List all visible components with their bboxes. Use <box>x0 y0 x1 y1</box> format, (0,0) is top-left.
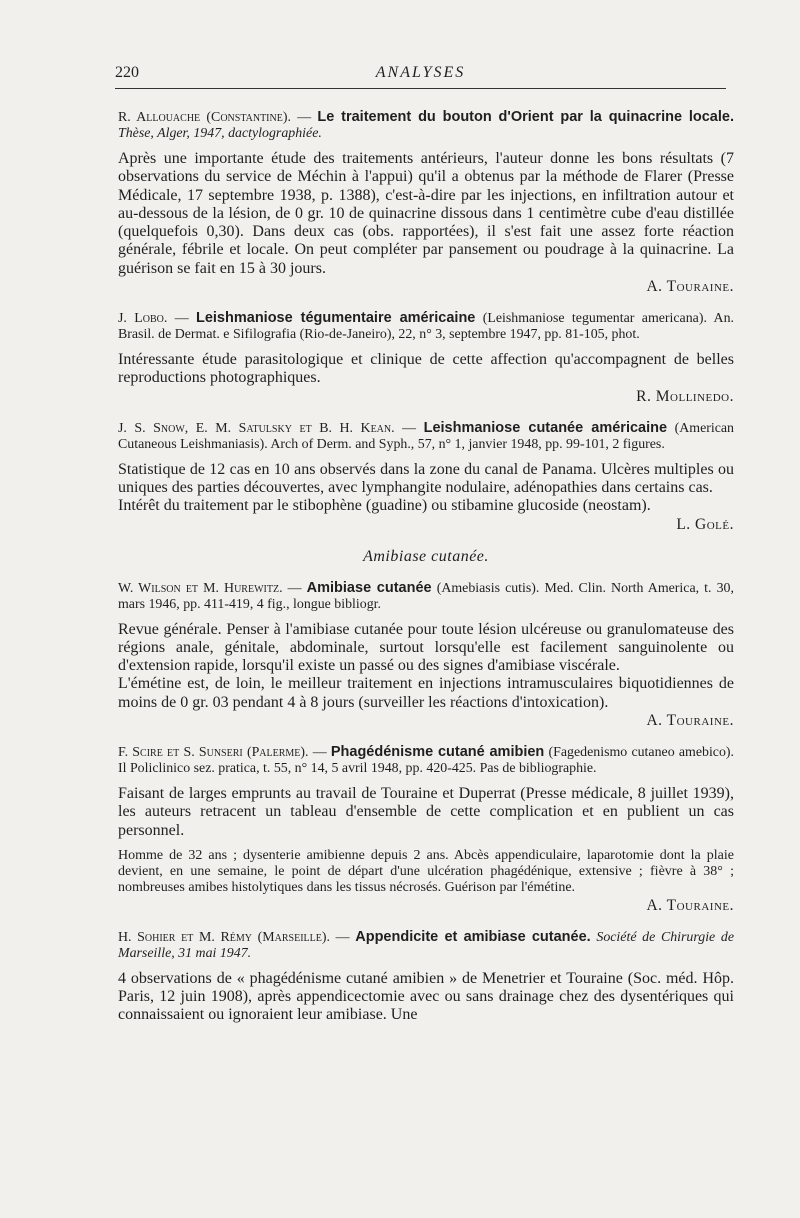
header-rule <box>115 88 726 89</box>
abstract-text: Intéressante étude parasitologique et clinique de cette affection qu'accompagnent de belles reproductions photographiques. <box>118 351 734 387</box>
abstract-text: Intérêt du traitement par le stibophène (guadine) ou stibamine glucoside (neostam). <box>118 497 651 515</box>
case-report-text: Homme de 32 ans ; dysenterie amibienne depuis 2 ans. Abcès appendiculaire, laparotomie dont la plaie devient, en une semaine, le point de départ d'une ulcération phagédénique, extensive ; fièvre à 38° ; nombreuses amibes histolytiques dans les tissus nécrosés. Guérison par l'émétine. <box>118 847 734 896</box>
page-header <box>115 64 726 88</box>
running-title: ANALYSES <box>375 64 466 81</box>
reviewer-signature: R. Mollinedo. <box>636 387 734 405</box>
abstract-entry <box>118 310 734 406</box>
reviewer-signature: L. Golé. <box>676 515 734 533</box>
citation <box>118 310 734 343</box>
page-number: 220 <box>115 64 139 81</box>
authors: R. Allouache (Constantine). — <box>118 110 312 125</box>
authors: J. S. Snow, E. M. Satulsky et B. H. Kean. — <box>118 420 417 436</box>
authors: W. Wilson et M. Hurewitz. — <box>118 580 302 596</box>
source: Société de Chirurgie de Marseille, 31 mai 1947. <box>118 929 735 961</box>
reviewer-signature: A. Touraine. <box>646 712 734 730</box>
article-title: Appendicite et amibiase cutanée. <box>355 928 591 945</box>
citation <box>118 929 734 962</box>
reviewer-signature: A. Touraine. <box>646 278 734 296</box>
authors: F. Scire et S. Sunseri (Palerme). — <box>118 745 327 761</box>
citation <box>118 109 734 142</box>
source: (Leishmaniose tegumentar americana). An. Brasil. de Dermat. e Sifilografia (Rio-de-Janeiro), 22, n° 3, septembre 1947, pp. 81-105, phot. <box>118 311 734 343</box>
abstract-text: L'émétine est, de loin, le meilleur traitement en injections intramusculaires biquotidiennes de moins de 0 gr. 03 pendant 4 à 8 jours (surveiller les réactions d'intoxication). <box>118 675 734 711</box>
abstract-text: Après une importante étude des traitements antérieurs, l'auteur donne les bons résultats (7 observations du service de Méchin à l'appui) qu'il a obtenus par la méthode de Flarer (Presse Médicale, 17 septembre 1938, p. 1388), c'est-à-dire par les injections, en infiltration autour et au-dessous de la lésion, de 0 gr. 10 de quinacrine dissous dans 1 centimètre cube d'eau distillée (quelquefois 0,30). Dans deux cas (obs. rapportées), il s'est fait une assez forte réaction générale, fébrile et locale. On peut compléter par pansement ou poudrage à la quinacrine. La guérison se fait en 15 à 30 jours. <box>118 150 734 277</box>
authors: J. Lobo. — <box>118 311 189 327</box>
abstract-entry <box>118 420 734 534</box>
article-title: Leishmaniose tégumentaire américaine <box>195 310 476 327</box>
abstract-text: Faisant de larges emprunts au travail de Touraine et Duperrat (Presse médicale, 8 juillet 1939), les auteurs retracent un tableau d'ensemble de cette complication et en publient un cas personnel. <box>118 785 734 839</box>
article-title: Le traitement du bouton d'Orient par la quinacrine locale. <box>317 109 734 125</box>
abstract-text: Revue générale. Penser à l'amibiase cutanée pour toute lésion ulcéreuse ou granulomateuse des régions anale, génitale, abdominale, surtout lorsqu'elle est facilement sanguinolente ou d'extension rapide, lorsqu'il existe un passé ou des signes d'amibiase viscérale. <box>118 620 734 675</box>
reviewer-signature: A. Touraine. <box>646 896 734 914</box>
source: (Amebiasis cutis). Med. Clin. North America, t. 30, mars 1946, pp. 411-419, 4 fig., longue bibliogr. <box>118 580 734 612</box>
source: (American Cutaneous Leishmaniasis). Arch of Derm. and Syph., 57, n° 1, janvier 1948, pp. 99-101, 2 figures. <box>118 420 734 452</box>
article-title: Amibiase cutanée <box>306 579 432 596</box>
authors: H. Sohier et M. Rémy (Marseille). — <box>118 929 350 945</box>
source: Thèse, Alger, 1947, dactylographiée. <box>118 126 322 141</box>
abstract-entry <box>118 744 734 915</box>
page-content <box>118 109 734 1024</box>
citation <box>118 420 734 453</box>
abstract-entry <box>118 109 734 296</box>
abstract-entry <box>118 580 734 730</box>
article-title: Leishmaniose cutanée américaine <box>423 419 668 436</box>
article-title: Phagédénisme cutané amibien <box>330 744 545 761</box>
citation <box>118 580 734 613</box>
abstract-text: Statistique de 12 cas en 10 ans observés dans la zone du canal de Panama. Ulcères multiples ou uniques des parties découvertes, avec lymphangite nodulaire, adénopathies dans certains cas. <box>118 460 734 496</box>
abstract-entry <box>118 929 734 1025</box>
source: (Fagedenismo cutaneo amebico). Il Policlinico sez. pratica, t. 55, n° 14, 5 avril 1948, pp. 420-425. Pas de bibliographie. <box>118 745 735 777</box>
section-title: Amibiase cutanée. <box>363 547 489 565</box>
abstract-text: 4 observations de « phagédénisme cutané amibien » de Menetrier et Touraine (Soc. méd. Hôp. Paris, 12 juin 1908), après appendicectomie avec ou sans drainage chez des dysentériques qui connaissaient ou ignoraient leur amibiase. Une <box>118 969 734 1024</box>
citation <box>118 744 734 777</box>
